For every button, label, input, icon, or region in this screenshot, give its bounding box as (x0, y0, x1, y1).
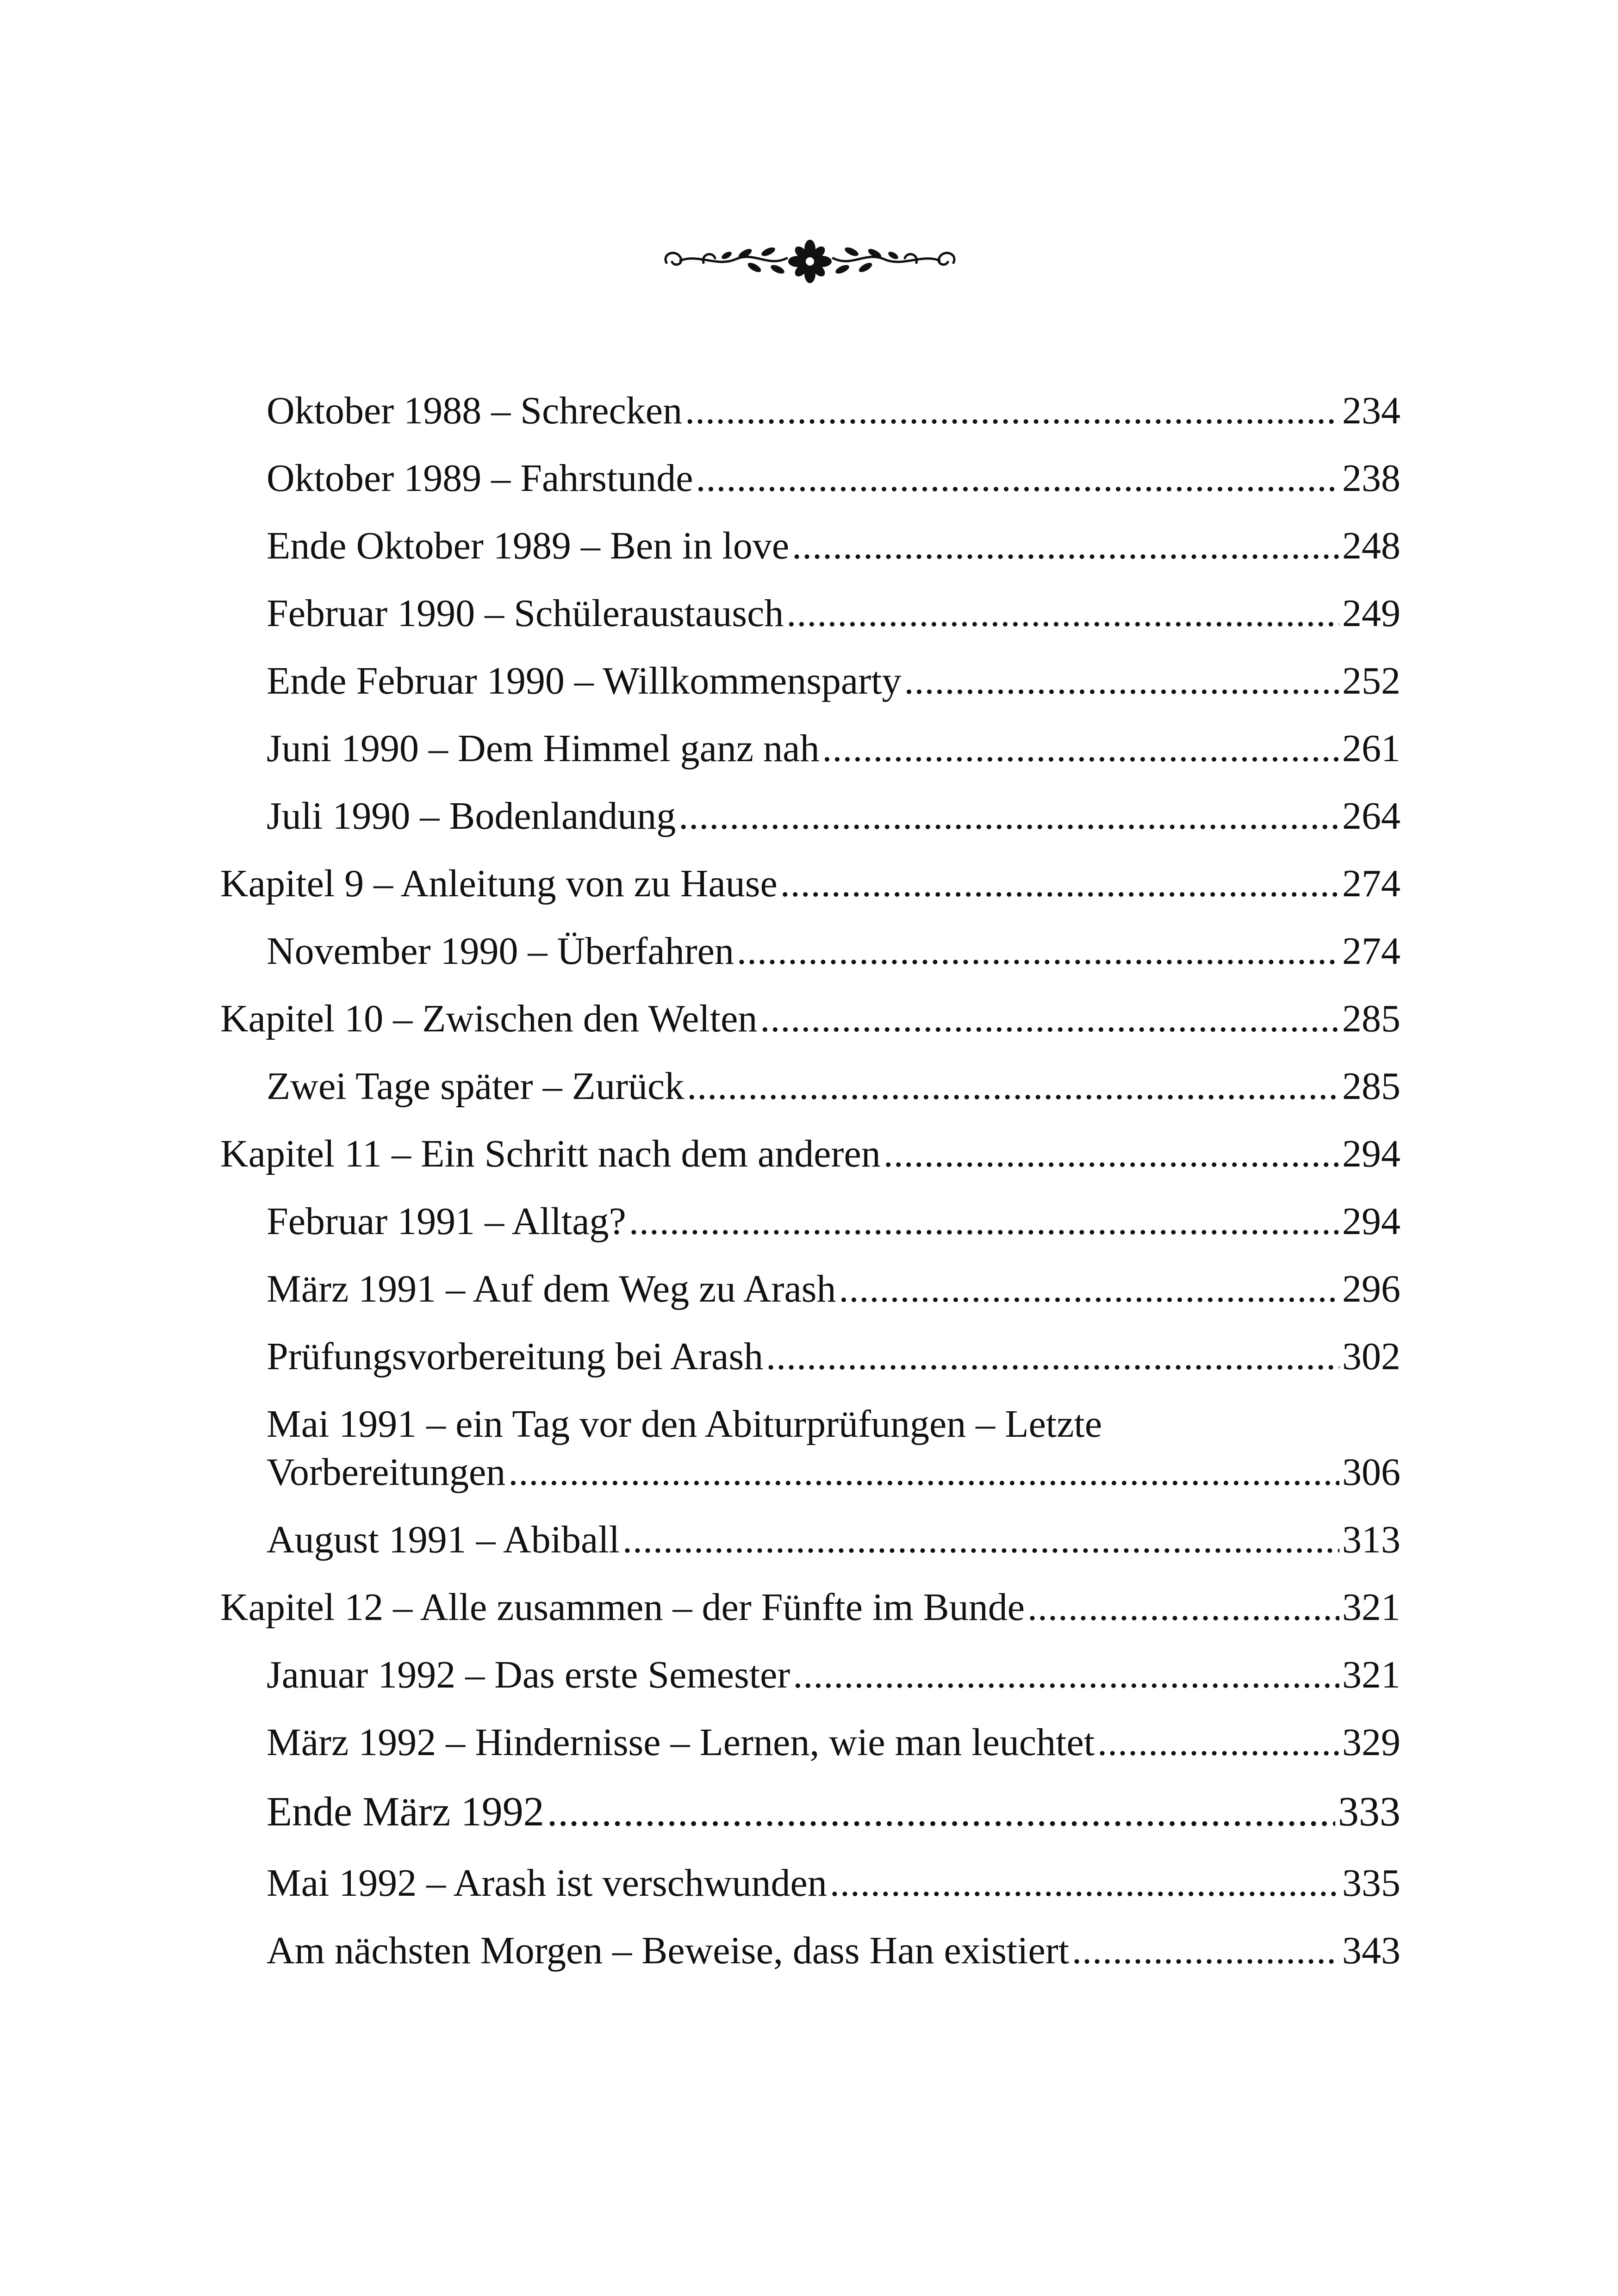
toc-entry-title: Ende Oktober 1989 – Ben in love (267, 524, 790, 567)
dot-leader (760, 996, 1339, 1042)
dot-leader (792, 523, 1339, 569)
dot-leader (830, 1860, 1339, 1906)
toc-entry-page: 321 (1342, 1653, 1400, 1696)
toc-entry-title: Juli 1990 – Bodenlandung (267, 794, 676, 838)
toc-entry-title: Am nächsten Morgen – Beweise, dass Han existiert (267, 1929, 1070, 1972)
toc-entry-title: März 1991 – Auf dem Weg zu Arash (267, 1267, 836, 1310)
toc-entry-page: 302 (1342, 1335, 1400, 1378)
toc-entry-page: 285 (1342, 1065, 1400, 1108)
toc-entry-title: Kapitel 12 – Alle zusammen – der Fünfte im Bunde (220, 1586, 1025, 1629)
toc-entry[interactable] (267, 1198, 1400, 1245)
toc-entry[interactable] (267, 1334, 1400, 1380)
toc-entry-title: Prüfungsvorbereitung bei Arash (267, 1335, 764, 1378)
dot-leader (793, 1652, 1339, 1698)
dot-leader (629, 1198, 1339, 1245)
toc-entry-title-line1[interactable]: Mai 1991 – ein Tag vor den Abiturprüfungen – Letzte (267, 1402, 1102, 1446)
toc-entry-page: 321 (1342, 1586, 1400, 1629)
dot-leader (822, 726, 1339, 772)
toc-entry[interactable] (267, 1719, 1400, 1766)
toc-entry[interactable] (267, 1928, 1400, 1974)
toc-entry-page: 238 (1342, 457, 1400, 500)
toc-entry-title: Oktober 1989 – Fahrstunde (267, 457, 693, 500)
toc-entry-page: 306 (1342, 1451, 1400, 1494)
dot-leader (839, 1266, 1339, 1312)
dot-leader (1097, 1719, 1339, 1766)
toc-entry[interactable] (267, 793, 1400, 839)
toc-entry[interactable] (267, 658, 1400, 704)
dot-leader (685, 388, 1339, 434)
toc-entry[interactable] (267, 1652, 1400, 1698)
toc-entry-page: 261 (1342, 727, 1400, 770)
toc-entry[interactable] (267, 1063, 1400, 1110)
toc-entry-title: Ende März 1992 (267, 1789, 544, 1835)
toc-entry[interactable] (267, 1449, 1400, 1496)
toc-entry-title: Februar 1991 – Alltag? (267, 1200, 626, 1243)
toc-entry-title: Juni 1990 – Dem Himmel ganz nah (267, 727, 820, 770)
dot-leader (780, 861, 1339, 907)
dot-leader (1072, 1928, 1339, 1974)
toc-chapter-entry[interactable] (220, 861, 1400, 907)
toc-entry[interactable] (267, 1789, 1400, 1835)
toc-entry-title: Vorbereitungen (267, 1451, 506, 1494)
toc-entry-title: November 1990 – Überfahren (267, 930, 734, 973)
toc-entry-page: 333 (1338, 1789, 1400, 1835)
toc-entry-page: 264 (1342, 794, 1400, 838)
toc-entry-title: März 1992 – Hindernisse – Lernen, wie man leuchtet (267, 1721, 1095, 1764)
toc-entry-page: 234 (1342, 389, 1400, 432)
dot-leader (904, 658, 1339, 704)
dot-leader (766, 1334, 1339, 1380)
dot-leader (622, 1517, 1339, 1563)
toc-entry-page: 274 (1342, 930, 1400, 973)
toc-entry-title: Kapitel 10 – Zwischen den Welten (220, 997, 758, 1040)
dot-leader (687, 1063, 1339, 1110)
toc-entry-title: Kapitel 11 – Ein Schritt nach dem anderen (220, 1132, 881, 1175)
dot-leader (1027, 1584, 1339, 1631)
toc-entry-page: 335 (1342, 1862, 1400, 1905)
toc-entry[interactable] (267, 1517, 1400, 1563)
toc-entry-title: Ende Februar 1990 – Willkommensparty (267, 659, 902, 702)
toc-entry-page: 249 (1342, 592, 1400, 635)
toc-entry[interactable] (267, 590, 1400, 637)
toc-entry-page: 313 (1342, 1518, 1400, 1561)
dot-leader (696, 455, 1339, 502)
toc-entry[interactable] (267, 726, 1400, 772)
dot-leader (737, 928, 1339, 974)
toc-entry-page: 294 (1342, 1200, 1400, 1243)
dot-leader (678, 793, 1339, 839)
toc-entry-title: Mai 1992 – Arash ist verschwunden (267, 1862, 827, 1905)
toc-entry-title: Kapitel 9 – Anleitung von zu Hause (220, 862, 778, 905)
toc-entry-title: August 1991 – Abiball (267, 1518, 620, 1561)
dot-leader (786, 590, 1339, 637)
toc-entry-title: Februar 1990 – Schüleraustausch (267, 592, 784, 635)
toc-chapter-entry[interactable] (220, 996, 1400, 1042)
toc-entry-page: 329 (1342, 1721, 1400, 1764)
toc-entry-page: 294 (1342, 1132, 1400, 1175)
toc-entry-page: 296 (1342, 1267, 1400, 1310)
toc-entry-page: 285 (1342, 997, 1400, 1040)
dot-leader (547, 1789, 1335, 1835)
toc-entry[interactable] (267, 523, 1400, 569)
toc-entry[interactable] (267, 388, 1400, 434)
toc-entry[interactable] (267, 455, 1400, 502)
dot-leader (884, 1131, 1339, 1177)
toc-entry-page: 248 (1342, 524, 1400, 567)
toc-entry-title: Januar 1992 – Das erste Semester (267, 1653, 790, 1696)
dot-leader (508, 1449, 1339, 1496)
toc-entry-page: 274 (1342, 862, 1400, 905)
toc-entry[interactable] (267, 928, 1400, 974)
toc-entry-title: Zwei Tage später – Zurück (267, 1065, 685, 1108)
toc-entry-title: Oktober 1988 – Schrecken (267, 389, 683, 432)
toc-entry[interactable] (267, 1860, 1400, 1906)
toc-entry[interactable] (267, 1266, 1400, 1312)
toc-chapter-entry[interactable] (220, 1131, 1400, 1177)
toc-entry-page: 343 (1342, 1929, 1400, 1972)
toc-entry-page: 252 (1342, 659, 1400, 702)
toc-chapter-entry[interactable] (220, 1584, 1400, 1631)
